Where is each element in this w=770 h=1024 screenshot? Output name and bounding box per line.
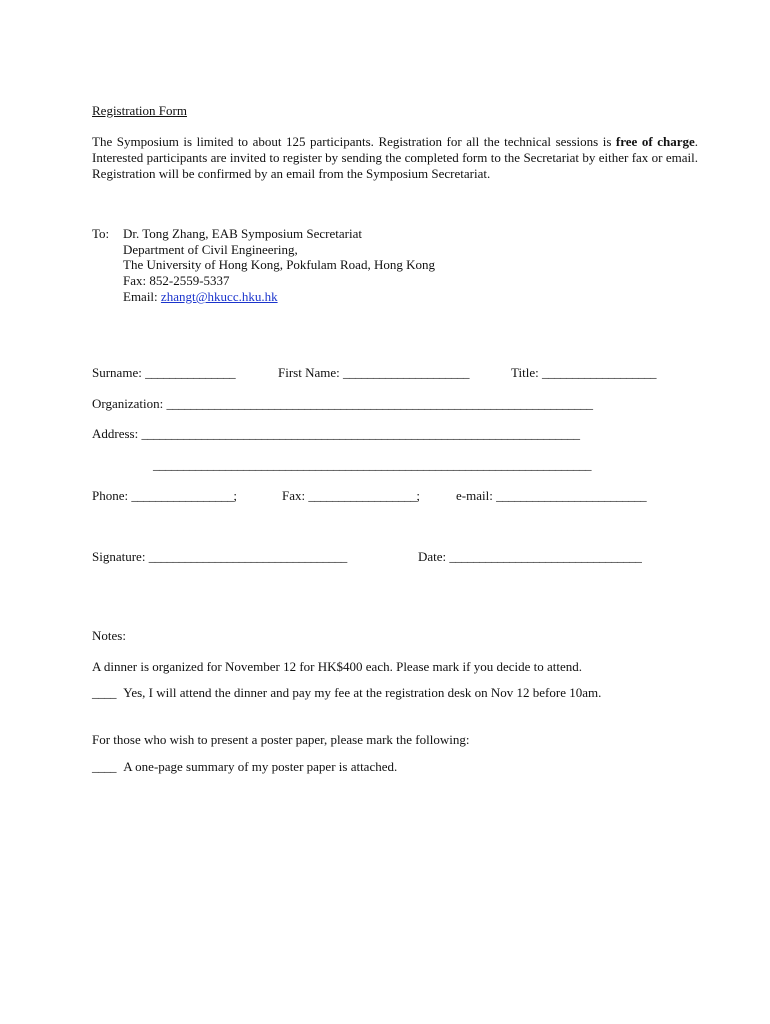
organization-label: Organization: bbox=[92, 396, 164, 411]
surname-row bbox=[92, 365, 235, 381]
date-field[interactable]: ________________________________ bbox=[449, 549, 642, 564]
first-name-field[interactable]: _____________________ bbox=[343, 365, 469, 380]
address-row bbox=[92, 426, 579, 442]
email-row bbox=[456, 488, 646, 504]
title-row bbox=[511, 365, 656, 381]
intro-paragraph bbox=[92, 134, 698, 182]
first-name-label: First Name: bbox=[278, 365, 340, 380]
first-name-row bbox=[278, 365, 469, 381]
surname-label: Surname: bbox=[92, 365, 142, 380]
email-field-label: e-mail: bbox=[456, 488, 493, 503]
poster-option-text: A one-page summary of my poster paper is attached. bbox=[123, 759, 398, 774]
phone-field[interactable]: _________________ bbox=[131, 488, 234, 503]
recipient-department: Department of Civil Engineering, bbox=[123, 242, 298, 257]
notes-heading: Notes: bbox=[92, 628, 126, 643]
dinner-option-text: Yes, I will attend the dinner and pay my fee at the registration desk on Nov 12 before 10am. bbox=[123, 685, 602, 700]
phone-row: Phone: _________________; bbox=[92, 488, 237, 503]
title-field[interactable]: ___________________ bbox=[541, 365, 656, 380]
organization-field[interactable]: _______________________________________________________________________ bbox=[166, 396, 593, 411]
address-field-line2[interactable]: _________________________________________________________________________ bbox=[153, 457, 591, 472]
dinner-checkbox-line[interactable]: ____ bbox=[92, 685, 116, 700]
poster-checkbox-line[interactable]: ____ bbox=[92, 759, 116, 774]
dinner-info: A dinner is organized for November 12 for HK$400 each. Please mark if you decide to attend. bbox=[92, 659, 583, 674]
to-label: To: bbox=[92, 226, 110, 241]
address-label: Address: bbox=[92, 426, 139, 441]
recipient-fax: Fax: 852-2559-5337 bbox=[123, 273, 230, 288]
organization-row bbox=[92, 396, 593, 412]
intro-bold-text: free of charge bbox=[615, 134, 695, 149]
surname-field[interactable]: _______________ bbox=[145, 365, 236, 380]
signature-row bbox=[92, 549, 347, 565]
email-link[interactable]: zhangt@hkucc.hku.hk bbox=[160, 289, 278, 304]
recipient-university: The University of Hong Kong, Pokfulam Road, Hong Kong bbox=[123, 257, 435, 272]
poster-info: For those who wish to present a poster paper, please mark the following: bbox=[92, 732, 470, 747]
email-label: Email: bbox=[123, 289, 161, 304]
recipient-name: Dr. Tong Zhang, EAB Symposium Secretariat bbox=[123, 226, 362, 241]
date-label: Date: bbox=[418, 549, 447, 564]
intro-text-2: . Interested participants are invited to register by sending the completed form to the Secretariat by either fax or email. Registration will be confirmed by an email from the Symposium Secretariat. bbox=[92, 134, 698, 181]
signature-field[interactable]: _________________________________ bbox=[148, 549, 347, 564]
phone-label: Phone: bbox=[92, 488, 129, 503]
title-label: Title: bbox=[511, 365, 539, 380]
address-row-2 bbox=[153, 457, 591, 473]
form-title: Registration Form bbox=[92, 103, 187, 118]
address-field-line1[interactable]: _________________________________________________________________________ bbox=[141, 426, 580, 441]
fax-field[interactable]: __________________ bbox=[308, 488, 417, 503]
fax-label: Fax: bbox=[282, 488, 306, 503]
date-row bbox=[418, 549, 641, 565]
poster-option-row bbox=[92, 759, 397, 775]
signature-label: Signature: bbox=[92, 549, 146, 564]
fax-row: Fax: __________________; bbox=[282, 488, 420, 503]
intro-text-1: The Symposium is limited to about 125 participants. Registration for all the technical sessions is bbox=[92, 134, 616, 149]
recipient-email-line bbox=[123, 289, 278, 305]
email-field[interactable]: _________________________ bbox=[496, 488, 647, 503]
dinner-option-row bbox=[92, 685, 601, 701]
